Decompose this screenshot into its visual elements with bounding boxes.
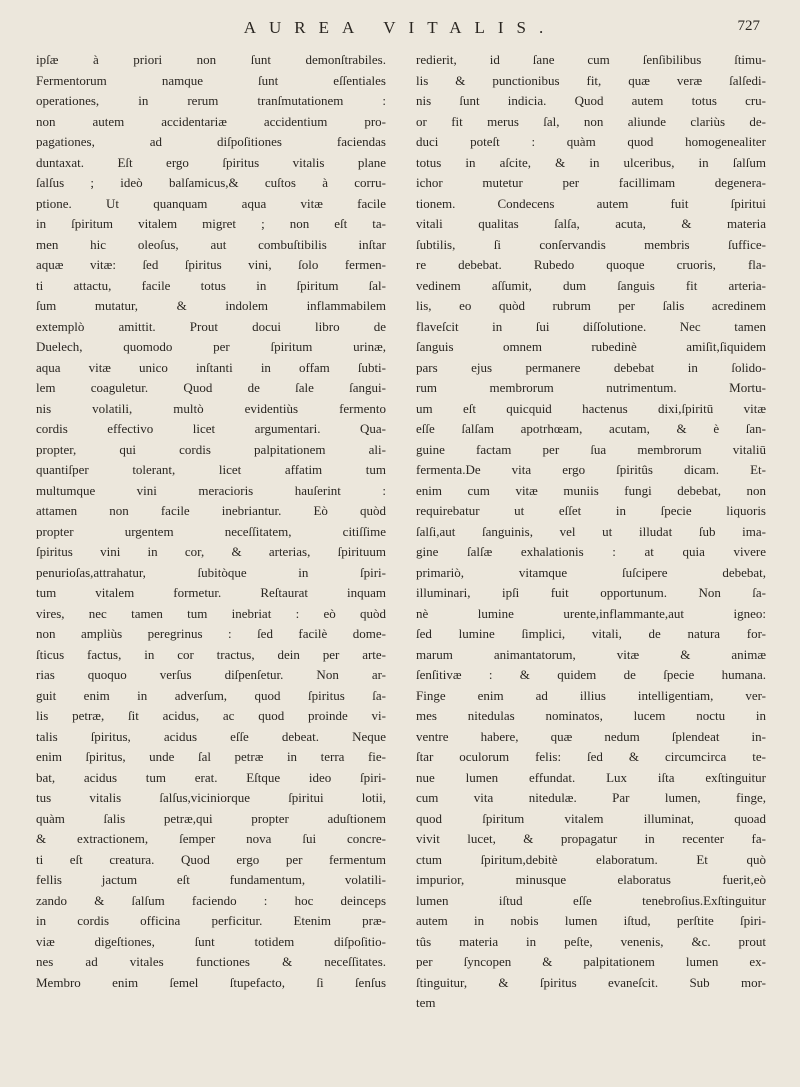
left-column-line: men hic oleoſus, aut combuſtibilis inſtar [36,236,386,252]
left-column-line: nis volatili, multò evidentiùs fermento [36,400,386,416]
left-column-line: zando & ſalſum faciendo : hoc deinceps [36,892,386,908]
right-column-line: per ſyncopen & palpitationem lumen ex- [416,954,766,969]
left-column-line: propter, qui cordis palpitationem ali- [36,441,386,457]
left-column-line: Duelech, quomodo per ſpiritum urinæ, [36,339,386,354]
right-column-line: primariò, vitamque ſuſcipere debebat, [416,564,766,580]
right-column-line: redierit, id ſane cum ſenſibilibus ſtimu- [416,52,766,67]
left-column-line: operationes, in rerum tranſmutationem : [36,93,386,108]
left-column-line: ti attactu, facile totus in ſpiritum ſal- [36,277,386,293]
left-column-line: ſalſus ; ideò balſamicus,& cuſtos à corru- [36,175,386,190]
right-column-line: ventre habere, quæ nedum ſplendeat in- [416,728,766,744]
left-column-line: penurioſas,attrahatur, ſubitòque in ſpiri- [36,564,386,580]
left-column-line: ptione. Ut quanquam aqua vitæ facile [36,195,386,211]
left-column-line: propter urgentem neceſſitatem, citiſſime [36,523,386,539]
right-column-line: enim cum vitæ muniis fungi debebat, non [416,482,766,498]
right-column-line: fermenta.De vita ergo ſpiritûs dicam. Et- [416,462,766,477]
right-column-line: ſanguis omnem rubedinè amiſit,ſiquidem [416,339,766,354]
right-column-line: duci poteſt : quàm quod homogenealiter [416,134,766,149]
right-column-line: eſſe ſalſam apotrhœam, acutam, & è ſan- [416,421,766,436]
right-column-line: ſalſi,aut ſanguinis, vel ut illudat ſub ima- [416,523,766,539]
right-column-line: ſenſitivæ : & quidem de ſpecie humana. [416,667,766,682]
right-column-line: nè lumine urente,inflammante,aut igneo: [416,605,766,621]
right-column-line: ichor mutetur per facillimam degenera- [416,175,766,190]
right-column-line: or fit merus ſal, non aliunde clariùs de- [416,113,766,129]
left-column-line: non ampliùs peregrinus : ſed facilè dome- [36,626,386,641]
right-column-line: impurior, minusque elaboratus fuerit,eò [416,872,766,887]
left-column-line: lis petræ, ſit acidus, ac quod proinde vi- [36,708,386,723]
running-title: AUREA VITALIS. [243,18,557,37]
left-column-line: multumque vini meracioris hauſerint : [36,482,386,498]
left-column-line: vires, nec tamen tum inebriat : eò quòd [36,605,386,621]
right-column-line: marum animantatorum, vitæ & animæ [416,646,766,662]
left-column-line: ti eſt creatura. Quod ergo per fermentum [36,851,386,867]
left-column-line: ſum mutatur, & indolem inflammabilem [36,298,386,313]
right-column-line: ſtar oculorum felis: ſed & circumcirca te- [416,749,766,764]
left-column-line: non autem accidentariæ accidentium pro- [36,113,386,129]
right-column-line: vitali qualitas ſalſa, acuta, & materia [416,216,766,231]
left-column-line: tum vitalem formetur. Reſtaurat inquam [36,585,386,600]
left-column-line: guit enim in adverſum, quod ſpiritus ſa- [36,687,386,703]
right-column-line: Finge enim ad illius intelligentiam, ver- [416,687,766,703]
right-column-line: lis, eo quòd rubrum per ſalis acredinem [416,298,766,313]
left-column-line: cordis effectivo licet argumentari. Qua- [36,421,386,436]
left-column-line: ſpiritus vini in cor, & arterias, ſpirituum [36,544,386,559]
right-column-line: tem [416,995,436,1010]
right-column-line: ſtinguitur, & ſpiritus evaneſcit. Sub mor- [416,974,766,990]
right-column-line: lis & punctionibus fit, quæ veræ ſalſedi- [416,72,766,88]
left-column-line: aqua vitæ unico inſtanti in offam ſubti- [36,359,386,375]
left-column-line: attamen non facile inebriantur. Eò quòd [36,503,386,518]
right-column-line: illuminari, ipſi fuit opportunum. Non ſa- [416,585,766,600]
right-column-line: vedinem aſſumit, dum ſanguis fit arteria- [416,277,766,293]
left-column-line: bat, acidus tum erat. Eſtque ideo ſpiri- [36,769,386,785]
right-column-line: pars ejus permanere debebat in ſolido- [416,359,766,375]
running-head [40,18,760,44]
right-column-line: guine factam per ſua membrorum vitaliū [416,441,766,457]
left-column-line: extemplò amittit. Prout docui libro de [36,318,386,334]
right-column-line: nue lumen effundat. Lux iſta exſtinguitur [416,769,766,785]
left-column [36,50,386,993]
left-column-line: duntaxat. Eſt ergo ſpiritus vitalis plane [36,154,386,170]
right-column-line: lumen iſtud eſſe tenebroſius.Exſtinguitur [416,892,766,908]
right-column-line: totus in aſcite, & in ulceribus, in ſalſum [416,154,766,170]
right-column-line: ſed lumine ſimplici, vitali, de natura for- [416,626,766,641]
right-column-line: quod ſpiritum vitalem illuminat, quoad [416,810,766,826]
right-column-line: requirebatur ut eſſet in ſpecie liquoris [416,503,766,518]
text-columns [36,50,768,1040]
left-column-line: Fermentorum namque ſunt eſſentiales [36,72,386,88]
right-column-line: tûs materia in peſte, venenis, &c. prout [416,933,766,949]
left-column-line: viæ digeſtiones, ſunt totidem diſpoſitio- [36,933,386,949]
left-column-line: in cordis officina perficitur. Etenim præ- [36,913,386,928]
right-column-line: flaveſcit in ſui diſſolutione. Nec tamen [416,318,766,334]
left-column-line: tus vitalis ſalſus,viciniorque ſpiritui lotii, [36,790,386,805]
left-column-line: in ſpiritum vitalem migret ; non eſt ta- [36,216,386,231]
right-column-line: mes nitedulas nominatos, lucem noctu in [416,708,766,723]
left-column-line: pagationes, ad diſpoſitiones faciendas [36,134,386,149]
right-column-line: autem in nobis lumen iſtud, perſtite ſpiri- [416,913,766,928]
right-column-line: ſubtilis, ſi conſervandis membris ſuffice- [416,236,766,252]
left-column-line: Membro enim ſemel ſtupefacto, ſi ſenſus [36,974,386,990]
right-column-line: nis ſunt indicia. Quod autem totus cru- [416,93,766,108]
right-column-line: rum membrorum nutrimentum. Mortu- [416,380,766,395]
left-column-line: lem coaguletur. Quod de ſale ſangui- [36,380,386,395]
left-column-line: talis ſpiritus, acidus eſſe debeat. Neque [36,728,386,744]
right-column-line: tionem. Condecens autem fuit ſpiritui [416,195,766,211]
right-column-line: re debebat. Rubedo quoque cruoris, fla- [416,257,766,272]
left-column-line: & extractionem, ſemper nova ſui concre- [36,831,386,846]
right-column [416,50,766,1014]
page-number: 727 [737,18,760,34]
left-column-line: ſticus factus, in cor tractus, dein per arte- [36,646,386,662]
left-column-line: nes ad vitales functiones & neceſſitates. [36,954,386,969]
right-column-line: cum vita nitedulæ. Par lumen, finge, [416,790,766,805]
left-column-line: ipſæ à priori non ſunt demonſtrabiles. [36,52,386,67]
right-column-line: ctum ſpiritum,debitè elaboratum. Et quò [416,851,766,867]
right-column-line: vivit lucet, & propagatur in recenter fa- [416,831,766,846]
left-column-line: rias quoquo verſus diſpenſetur. Non ar- [36,667,386,682]
right-column-line: gine ſalſæ exhalationis : at quia vivere [416,544,766,559]
left-column-line: aquæ vitæ: ſed ſpiritus vini, ſolo fermen- [36,257,386,272]
right-column-line: um eſt quicquid hactenus dixi,ſpiritū vitæ [416,400,766,416]
left-column-line: quantiſper tolerant, licet affatim tum [36,462,386,477]
left-column-line: quàm ſalis petræ,qui propter aduſtionem [36,810,386,826]
left-column-line: fellis jactum eſt fundamentum, volatili- [36,872,386,887]
left-column-line: enim ſpiritus, unde ſal petræ in terra fie- [36,749,386,764]
